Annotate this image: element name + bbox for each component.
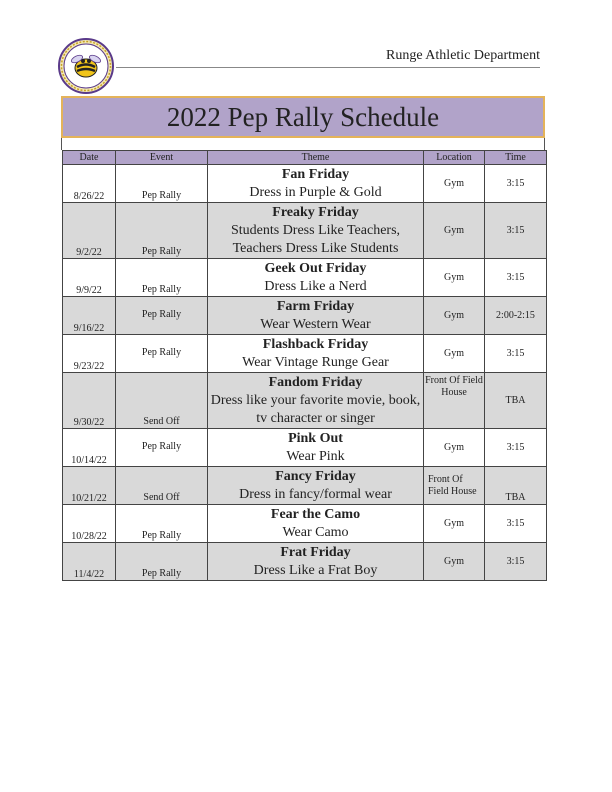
time-cell: 3:15 (485, 335, 547, 373)
theme-title: Farm Friday (276, 298, 355, 314)
event-cell: Send Off (116, 467, 208, 505)
column-header-location: Location (424, 151, 485, 165)
table-row (63, 335, 547, 373)
date-cell: 9/16/22 (63, 297, 116, 335)
theme-cell (208, 165, 424, 203)
school-logo (58, 38, 114, 94)
event-cell: Pep Rally (116, 165, 208, 203)
theme-cell (208, 543, 424, 581)
location-cell: Front Of Field House (424, 467, 485, 505)
theme-description: Dress in Purple & Gold (249, 184, 382, 200)
column-header-time: Time (485, 151, 547, 165)
location-cell: Gym (424, 203, 485, 259)
theme-title: Fear the Camo (270, 506, 361, 522)
location-cell: Gym (424, 165, 485, 203)
theme-description: Dress Like a Nerd (264, 278, 367, 294)
schedule-table (62, 150, 547, 581)
event-cell: Send Off (116, 373, 208, 429)
location-cell: Gym (424, 335, 485, 373)
event-cell: Pep Rally (116, 259, 208, 297)
column-header-theme: Theme (208, 151, 424, 165)
theme-description: Students Dress Like Teachers, Teachers Dress Like Students (230, 222, 401, 256)
header-divider (116, 67, 540, 68)
column-header-date: Date (63, 151, 116, 165)
date-cell: 10/21/22 (63, 467, 116, 505)
date-cell: 10/14/22 (63, 429, 116, 467)
date-cell: 9/23/22 (63, 335, 116, 373)
date-cell: 8/26/22 (63, 165, 116, 203)
column-header-event: Event (116, 151, 208, 165)
table-header-row (63, 151, 547, 165)
table-row (63, 467, 547, 505)
theme-cell (208, 297, 424, 335)
time-cell: TBA (485, 373, 547, 429)
theme-title: Fan Friday (281, 166, 350, 182)
time-cell: 3:15 (485, 203, 547, 259)
location-cell: Gym (424, 429, 485, 467)
date-cell: 10/28/22 (63, 505, 116, 543)
time-cell: 3:15 (485, 543, 547, 581)
location-cell: Gym (424, 505, 485, 543)
time-cell: 3:15 (485, 165, 547, 203)
location-cell: Gym (424, 259, 485, 297)
theme-cell (208, 203, 424, 259)
event-cell: Pep Rally (116, 505, 208, 543)
time-cell: 3:15 (485, 505, 547, 543)
time-cell: 2:00-2:15 (485, 297, 547, 335)
title-spacer (61, 138, 545, 150)
time-cell: 3:15 (485, 259, 547, 297)
theme-description: Dress like your favorite movie, book, tv character or singer (210, 392, 421, 426)
time-cell: 3:15 (485, 429, 547, 467)
table-row (63, 505, 547, 543)
theme-cell (208, 259, 424, 297)
theme-description: Wear Camo (282, 524, 349, 540)
event-cell: Pep Rally (116, 543, 208, 581)
location-cell: Front Of Field House (424, 373, 485, 429)
table-row (63, 203, 547, 259)
table-row (63, 165, 547, 203)
theme-title: Geek Out Friday (264, 260, 367, 276)
theme-cell (208, 429, 424, 467)
event-cell: Pep Rally (116, 203, 208, 259)
date-cell: 9/30/22 (63, 373, 116, 429)
theme-cell (208, 335, 424, 373)
theme-title: Frat Friday (280, 544, 351, 560)
theme-description: Wear Pink (286, 448, 345, 464)
table-row (63, 259, 547, 297)
location-cell: Gym (424, 543, 485, 581)
page-title: 2022 Pep Rally Schedule (61, 96, 545, 138)
date-cell: 9/2/22 (63, 203, 116, 259)
table-row (63, 373, 547, 429)
table-row (63, 297, 547, 335)
theme-cell (208, 373, 424, 429)
date-cell: 11/4/22 (63, 543, 116, 581)
event-cell: Pep Rally (116, 429, 208, 467)
theme-title: Pink Out (288, 430, 343, 446)
location-cell: Gym (424, 297, 485, 335)
theme-title: Flashback Friday (262, 336, 369, 352)
theme-description: Dress Like a Frat Boy (253, 562, 378, 578)
theme-description: Wear Western Wear (260, 316, 371, 332)
event-cell: Pep Rally (116, 297, 208, 335)
theme-cell (208, 505, 424, 543)
table-row (63, 429, 547, 467)
yellow-jacket-mascot-seal-icon (58, 38, 114, 94)
theme-title: Fancy Friday (275, 468, 356, 484)
theme-description: Wear Vintage Runge Gear (242, 354, 389, 370)
department-name: Runge Athletic Department (386, 48, 540, 63)
theme-cell (208, 467, 424, 505)
date-cell: 9/9/22 (63, 259, 116, 297)
theme-title: Freaky Friday (272, 204, 359, 220)
theme-description: Dress in fancy/formal wear (239, 486, 392, 502)
time-cell: TBA (485, 467, 547, 505)
event-cell: Pep Rally (116, 335, 208, 373)
theme-title: Fandom Friday (268, 374, 363, 390)
table-row (63, 543, 547, 581)
